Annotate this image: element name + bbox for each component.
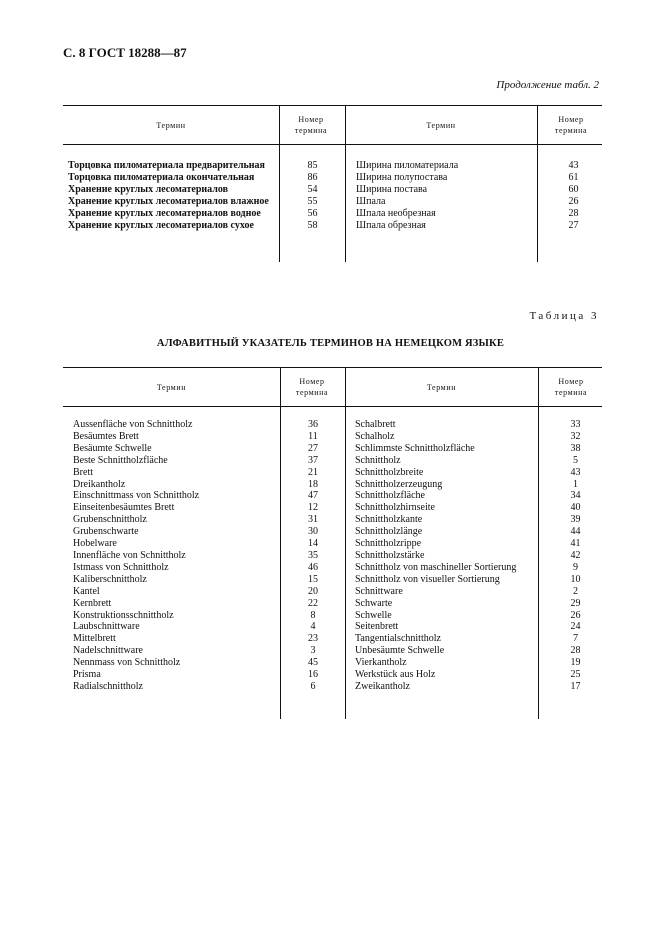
number-cell: 15	[308, 573, 318, 585]
term-cell: Kernbrett	[73, 597, 112, 609]
term-cell: Aussenfläche von Schnittholz	[73, 419, 193, 430]
term-cell: Beste Schnittholzfläche	[73, 454, 168, 466]
table-row	[73, 645, 598, 657]
number-cell: 21	[308, 466, 318, 478]
table-row	[73, 562, 598, 574]
number-cell: 8	[310, 609, 316, 621]
table-row	[73, 633, 598, 645]
table-3-header-number: Номер термина	[554, 377, 588, 397]
term-cell: Konstruktionsschnittholz	[73, 609, 174, 621]
number-cell: 9	[573, 561, 578, 573]
number-cell: 44	[570, 526, 581, 538]
number-cell: 16	[308, 669, 318, 681]
term-cell: Besäumte Schwelle	[73, 442, 152, 454]
term-cell: Radialschnittholz	[73, 680, 143, 692]
number-cell: 40	[570, 502, 581, 514]
table-row	[73, 443, 598, 455]
table-row	[73, 610, 598, 622]
term-cell: Schlimmste Schnittholzfläche	[355, 442, 475, 454]
term-cell: Einseitenbesäumtes Brett	[73, 502, 175, 514]
table-3-top-rule	[63, 367, 602, 368]
term-cell: Хранение круглых лесоматериалов сухое	[68, 219, 254, 231]
table-row	[73, 526, 598, 538]
term-cell: Istmass von Schnittholz	[73, 561, 169, 573]
number-cell: 7	[573, 633, 578, 645]
term-cell: Ширина полупостава	[356, 171, 448, 183]
term-cell: Innenfläche von Schnittholz	[73, 549, 186, 561]
number-cell: 26	[568, 195, 579, 207]
term-cell: Хранение круглых лесоматериалов влажное	[68, 195, 269, 207]
term-cell: Schnittholzhirnseite	[355, 502, 435, 514]
term-cell: Besäumtes Brett	[73, 430, 139, 442]
table-row	[73, 479, 598, 491]
number-cell: 56	[307, 207, 318, 219]
term-cell: Schnittholz von maschineller Sortierung	[355, 561, 517, 573]
number-cell: 29	[570, 597, 581, 609]
table-row	[73, 574, 598, 586]
term-cell: Hobelware	[73, 538, 117, 550]
number-cell: 33	[570, 419, 581, 430]
number-cell: 37	[308, 454, 318, 466]
term-cell: Seitenbrett	[355, 621, 399, 633]
table-row	[73, 419, 598, 431]
table-row	[68, 184, 598, 196]
table-row	[73, 657, 598, 669]
table-row	[73, 621, 598, 633]
term-cell: Grubenschnittholz	[73, 514, 147, 526]
term-cell: Vierkantholz	[355, 657, 407, 669]
number-cell: 47	[308, 490, 318, 502]
number-cell: 46	[308, 561, 318, 573]
term-cell: Schnittholzlänge	[355, 526, 423, 538]
term-cell: Schnittholzstärke	[355, 549, 425, 561]
term-cell: Шпала	[356, 195, 386, 207]
table-3-header-rule	[63, 406, 602, 407]
number-cell: 18	[308, 478, 318, 490]
number-cell: 12	[308, 502, 318, 514]
table-2-header-term: Термин	[426, 121, 456, 130]
term-cell: Kantel	[73, 585, 100, 597]
term-cell: Zweikantholz	[355, 680, 410, 692]
table-row	[73, 586, 598, 598]
number-cell: 61	[568, 171, 579, 183]
table-3-header-number: Номер термина	[295, 377, 329, 397]
table-2-body	[68, 160, 598, 231]
term-cell: Schwarte	[355, 597, 393, 609]
table-row	[68, 160, 598, 172]
table-2-top-rule	[63, 105, 602, 106]
term-cell: Ширина постава	[356, 183, 428, 195]
table-row	[73, 467, 598, 479]
table-row	[73, 669, 598, 681]
table-3-header-term: Термин	[426, 383, 457, 392]
table-row	[68, 172, 598, 184]
number-cell: 4	[310, 621, 316, 633]
term-cell: Schnittholz von visueller Sortierung	[355, 573, 500, 585]
number-cell: 42	[570, 549, 581, 561]
number-cell: 14	[308, 538, 318, 550]
table-2-header-term: Термин	[156, 121, 186, 130]
term-cell: Schnittholz	[355, 454, 401, 466]
number-cell: 58	[307, 219, 318, 231]
term-cell: Schnittholzkante	[355, 514, 423, 526]
table-3-title: АЛФАВИТНЫЙ УКАЗАТЕЛЬ ТЕРМИНОВ НА НЕМЕЦКОМ ЯЗЫКЕ	[156, 338, 505, 349]
table-3-body	[73, 419, 598, 693]
number-cell: 6	[310, 680, 316, 692]
number-cell: 54	[307, 183, 318, 195]
number-cell: 31	[308, 514, 318, 526]
term-cell: Werkstück aus Holz	[355, 669, 436, 681]
table-row	[73, 431, 598, 443]
term-cell: Schnittholzerzeugung	[355, 478, 443, 490]
number-cell: 3	[310, 645, 316, 657]
term-cell: Schnittholzrippe	[355, 538, 422, 550]
term-cell: Шпала обрезная	[356, 219, 426, 231]
term-cell: Dreikantholz	[73, 478, 126, 490]
number-cell: 85	[307, 160, 318, 171]
term-cell: Nadelschnittware	[73, 645, 143, 657]
number-cell: 39	[570, 514, 581, 526]
term-cell: Schnittware	[355, 585, 403, 597]
term-cell: Шпала необрезная	[356, 207, 436, 219]
number-cell: 2	[573, 585, 578, 597]
term-cell: Schnittholzbreite	[355, 466, 424, 478]
table-row	[73, 550, 598, 562]
number-cell: 17	[570, 680, 581, 692]
term-cell: Schalbrett	[355, 419, 396, 430]
table-row	[68, 196, 598, 208]
table-row	[73, 502, 598, 514]
continuation-label: Продолжение табл. 2	[496, 79, 599, 91]
term-cell: Schwelle	[355, 609, 392, 621]
table-2-header-number: Номер термина	[554, 115, 588, 135]
number-cell: 36	[308, 419, 318, 430]
number-cell: 11	[308, 430, 318, 442]
term-cell: Brett	[73, 466, 93, 478]
table-row	[73, 681, 598, 693]
number-cell: 60	[568, 183, 579, 195]
term-cell: Unbesäumte Schwelle	[355, 645, 445, 657]
number-cell: 22	[308, 597, 318, 609]
term-cell: Торцовка пиломатериала предварительная	[68, 160, 265, 171]
term-cell: Торцовка пиломатериала окончательная	[68, 171, 255, 183]
number-cell: 27	[308, 442, 318, 454]
number-cell: 24	[570, 621, 581, 633]
number-cell: 43	[570, 466, 581, 478]
table-3-label: Таблица 3	[529, 310, 599, 322]
number-cell: 5	[573, 454, 578, 466]
table-2-header-rule	[63, 144, 602, 145]
term-cell: Ширина пиломатериала	[356, 160, 459, 171]
table-3-header-term: Термин	[156, 383, 187, 392]
term-cell: Хранение круглых лесоматериалов водное	[68, 207, 261, 219]
number-cell: 23	[308, 633, 318, 645]
table-row	[68, 220, 598, 232]
number-cell: 28	[570, 645, 581, 657]
term-cell: Prisma	[73, 669, 101, 681]
number-cell: 30	[308, 526, 318, 538]
term-cell: Grubenschwarte	[73, 526, 139, 538]
table-row	[73, 514, 598, 526]
table-row	[68, 208, 598, 220]
term-cell: Laubschnittware	[73, 621, 140, 633]
term-cell: Schnittholzfläche	[355, 490, 425, 502]
number-cell: 35	[308, 549, 318, 561]
term-cell: Tangentialschnittholz	[355, 633, 441, 645]
table-row	[73, 598, 598, 610]
table-2-header-number: Номер термина	[294, 115, 328, 135]
number-cell: 38	[570, 442, 581, 454]
number-cell: 28	[568, 207, 579, 219]
page-header: С. 8 ГОСТ 18288—87	[63, 45, 187, 60]
number-cell: 27	[568, 219, 579, 231]
number-cell: 32	[570, 430, 581, 442]
term-cell: Mittelbrett	[73, 633, 116, 645]
number-cell: 10	[570, 573, 581, 585]
term-cell: Schalholz	[355, 430, 395, 442]
number-cell: 41	[570, 538, 581, 550]
number-cell: 45	[308, 657, 318, 669]
number-cell: 25	[570, 669, 581, 681]
term-cell: Хранение круглых лесоматериалов	[68, 183, 229, 195]
number-cell: 34	[570, 490, 581, 502]
number-cell: 55	[307, 195, 318, 207]
number-cell: 1	[573, 478, 578, 490]
number-cell: 19	[570, 657, 581, 669]
term-cell: Kaliberschnittholz	[73, 573, 147, 585]
number-cell: 20	[308, 585, 318, 597]
table-row	[73, 455, 598, 467]
number-cell: 26	[570, 609, 581, 621]
table-row	[73, 538, 598, 550]
term-cell: Einschnittmass von Schnittholz	[73, 490, 200, 502]
number-cell: 43	[568, 160, 579, 171]
number-cell: 86	[307, 171, 318, 183]
table-row	[73, 490, 598, 502]
term-cell: Nennmass von Schnittholz	[73, 657, 181, 669]
